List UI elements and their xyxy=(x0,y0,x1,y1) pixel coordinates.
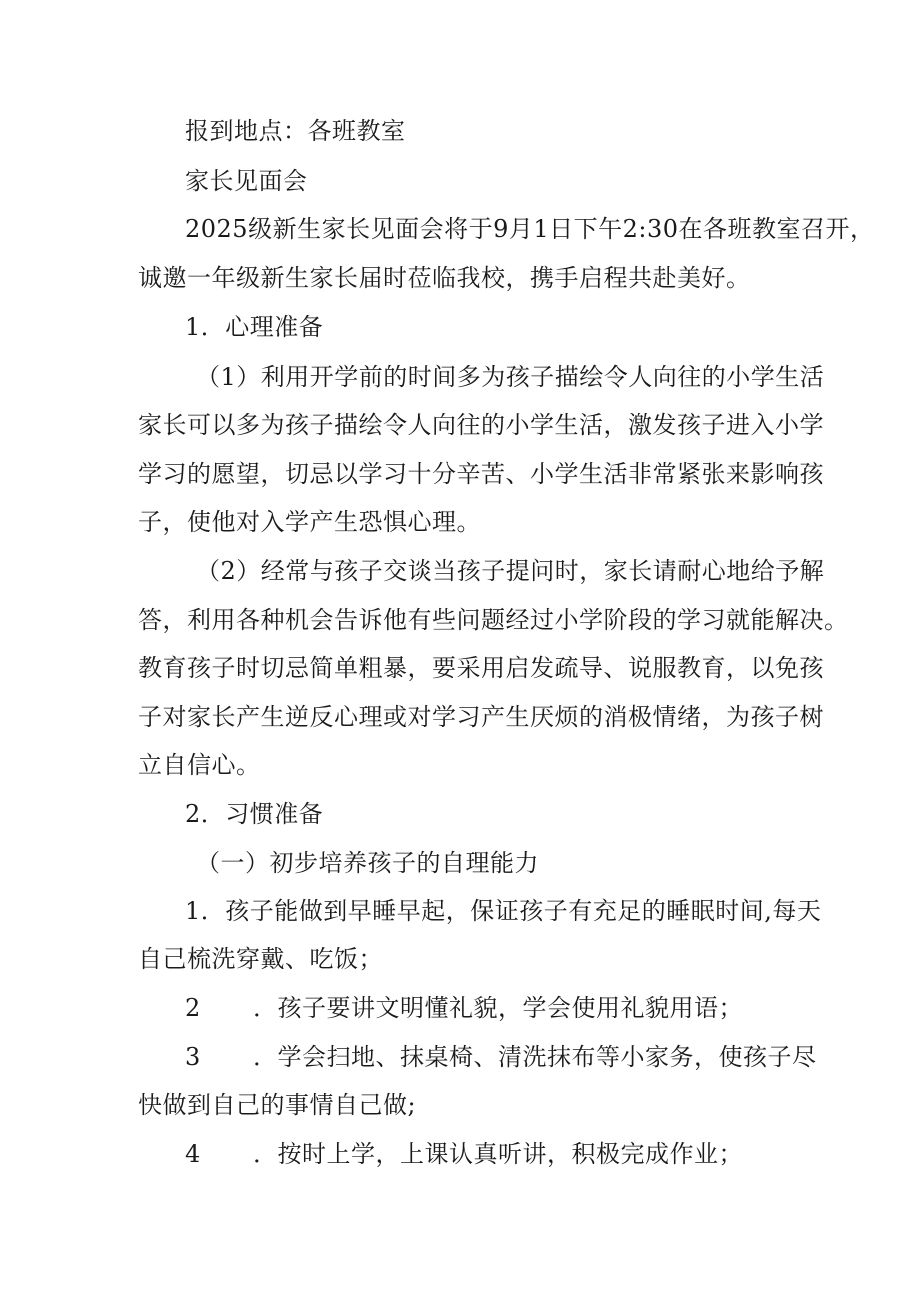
location-line: 报到地点：各班教室 xyxy=(185,117,406,145)
section-1-item-2-line-3: 教育孩子时切忌简单粗暴，要采用启发疏导、说服教育，以免孩 xyxy=(138,654,824,682)
meeting-heading: 家长见面会 xyxy=(185,167,308,195)
section-2-item-3-number: 3 xyxy=(185,1043,201,1071)
section-2-item-1-line-2: 自己梳洗穿戴、吃饭； xyxy=(138,945,383,973)
section-2-item-2-text: ．孩子要讲文明懂礼貌，学会使用礼貌用语； xyxy=(253,994,744,1022)
section-1-item-1-line-3: 学习的愿望，切忌以学习十分辛苦、小学生活非常紧张来影响孩 xyxy=(138,460,824,488)
section-2-item-4-text: ．按时上学，上课认真听讲，积极完成作业； xyxy=(253,1140,744,1168)
section-2-item-4-number: 4 xyxy=(185,1140,201,1168)
section-1-item-2-line-5: 立自信心。 xyxy=(138,751,261,779)
section-1-item-1-line-2: 家长可以多为孩子描绘令人向往的小学生活，激发孩子进入小学 xyxy=(138,411,824,439)
section-1-item-2-line-1: （2）经常与孩子交谈当孩子提问时，家长请耐心地给予解 xyxy=(196,557,825,585)
section-2-item-2-number: 2 xyxy=(185,994,201,1022)
section-1-item-1-line-4: 子，使他对入学产生恐惧心理。 xyxy=(138,508,481,536)
section-2-item-2 xyxy=(185,993,743,1023)
section-2-sub-heading: （一）初步培养孩子的自理能力 xyxy=(196,849,539,877)
section-1-item-1-line-1: （1）利用开学前的时间多为孩子描绘令人向往的小学生活 xyxy=(196,363,825,391)
section-2-item-3 xyxy=(185,1042,817,1072)
section-1-item-2-line-4: 子对家长产生逆反心理或对学习产生厌烦的消极情绪，为孩子树 xyxy=(138,703,824,731)
section-2-item-3-line-2: 快做到自己的事情自己做; xyxy=(138,1091,417,1119)
section-1-item-2-line-2: 答，利用各种机会告诉他有些问题经过小学阶段的学习就能解决。 xyxy=(138,606,849,634)
meeting-paragraph-line-2: 诚邀一年级新生家长届时莅临我校，携手启程共赴美好。 xyxy=(138,264,751,292)
section-2-item-1-line-1: 1．孩子能做到早睡早起，保证孩子有充足的睡眠时间,每天 xyxy=(185,897,822,925)
section-2-item-4 xyxy=(185,1139,743,1169)
section-1-heading: 1．心理准备 xyxy=(185,313,324,341)
section-2-item-3-text: ．学会扫地、抹桌椅、清洗抹布等小家务，使孩子尽 xyxy=(253,1043,817,1071)
meeting-paragraph-line-1: 2025级新生家长见面会将于9月1日下午2:30在各班教室召开， xyxy=(185,215,875,243)
section-2-heading: 2．习惯准备 xyxy=(185,800,324,828)
